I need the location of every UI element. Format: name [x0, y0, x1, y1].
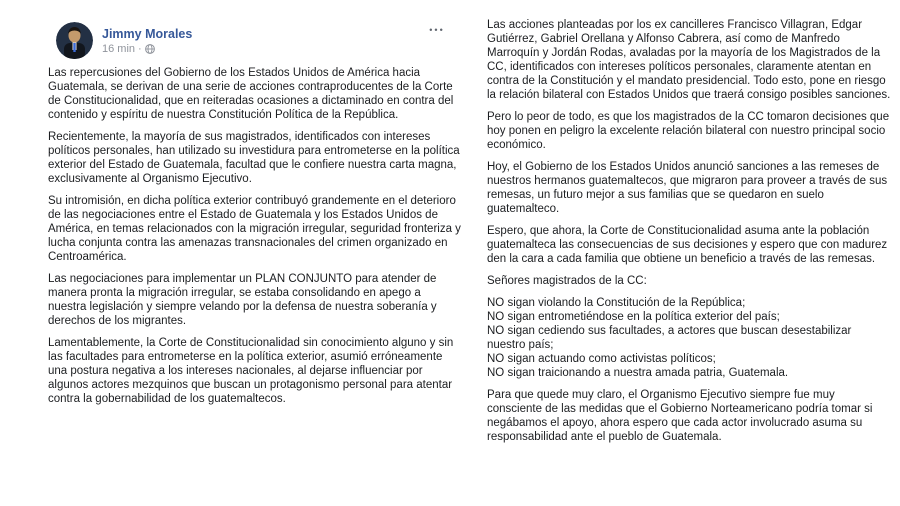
post-paragraph: Pero lo peor de todo, es que los magistrados de la CC tomaron decisiones que hoy ponen en peligro la excelente relación bilateral con nuestro principal socio económico.: [487, 111, 890, 151]
timestamp-text: 16 min: [102, 42, 136, 55]
profile-photo-icon: [56, 22, 93, 59]
post-body-right-column: [487, 18, 891, 452]
timestamp-separator: ·: [138, 42, 142, 55]
demand-line: NO sigan actuando como activistas políticos;: [487, 353, 716, 365]
demand-line: NO sigan traicionando a nuestra amada patria, Guatemala.: [487, 367, 789, 379]
post-header: [56, 22, 192, 59]
globe-icon: [145, 44, 155, 54]
post-body-left-column: [48, 66, 462, 414]
post-menu-button[interactable]: [424, 20, 450, 40]
demand-line: NO sigan violando la Constitución de la República;: [487, 297, 746, 309]
demands-list: [487, 296, 891, 380]
author-name-link[interactable]: Jimmy Morales: [102, 26, 193, 41]
post-paragraph: Las acciones planteadas por los ex cancilleres Francisco Villagran, Edgar Gutiérrez, Gabriel Orellana y Alfonso Cabrera, así como de Manfredo Marroquín y Jordán Rodas, avaladas por la mayoría de los Magistrados de la CC, identificados con intereses políticos personales, claramente atentan en contra de la Constitución y el mandato presidencial. Todo esto, pone en riesgo la relación bilateral con Estados Unidos que traerá consigo posibles sanciones.: [487, 19, 891, 101]
post-timestamp[interactable]: [102, 43, 192, 55]
post-paragraph: Hoy, el Gobierno de los Estados Unidos anunció sanciones a las remeses de nuestros hermanos guatemaltecos, que migraron para proveer a través de sus remesas, un futuro mejor a sus familias que se quedaron en suelo guatemalteco.: [487, 161, 888, 215]
avatar[interactable]: [56, 22, 93, 59]
post-paragraph: Las negociaciones para implementar un PLAN CONJUNTO para atender de manera pronta la migración irregular, se estaba consolidando en apego a nuestra legislación y siempre velando por la defensa de nuestra soberanía y derechos de los migrantes.: [48, 273, 437, 327]
post-paragraph: Para que quede muy claro, el Organismo Ejecutivo siempre fue muy consciente de las medidas que el Gobierno Norteamericano podría tomar si negábamos el apoyo, ahora espero que cada actor involucrado asuma su responsabilidad ante el pueblo de Guatemala.: [487, 389, 873, 443]
post-paragraph: Recientemente, la mayoría de sus magistrados, identificados con intereses políticos personales, han utilizado su investidura para entrometerse en la política exterior del Estado de Guatemala, facultad que le confiere nuestra carta magna, exclusivamente al Organismo Ejecutivo.: [48, 131, 460, 185]
post-salutation: Señores magistrados de la CC:: [487, 275, 647, 287]
post-paragraph: Su intromisión, en dicha política exterior contribuyó grandemente en el deterioro de las negociaciones entre el Estado de Guatemala y los Estados Unidos de América, en temas relacionados con la migración irregular, seguridad fronteriza y lucha conjunta contra las amenazas transnacionales del crimen organizado en Centroamérica.: [48, 195, 461, 263]
post-header-meta: [102, 27, 192, 55]
post-paragraph: Lamentablemente, la Corte de Constitucionalidad sin conocimiento alguno y sin las facultades para entrometerse en la política exterior, asumió erróneamente una postura negativa a los intereses nacionales, al dejarse influenciar por algunos actores mezquinos que buscan un protagonismo personal para atentar contra la gobernabilidad de los guatemaltecos.: [48, 337, 454, 405]
post-paragraph: Las repercusiones del Gobierno de los Estados Unidos de América hacia Guatemala, se derivan de una serie de acciones contraproducentes de la Corte de Constitucionalidad, que en reiteradas ocasiones a dictaminado en contra del contenido y espíritu de nuestra Constitución Política de la República.: [48, 67, 454, 121]
demand-line: NO sigan cediendo sus facultades, a actores que buscan desestabilizar nuestro país;: [487, 325, 852, 351]
demand-line: NO sigan entrometiéndose en la política exterior del país;: [487, 311, 780, 323]
post-paragraph: Espero, que ahora, la Corte de Constitucionalidad asuma ante la población guatemalteca las consecuencias de sus decisiones y espero que con madurez den la cara a cada familia que obtiene un beneficio a través de las remesas.: [487, 225, 888, 265]
ellipsis-icon: •••: [429, 24, 445, 35]
